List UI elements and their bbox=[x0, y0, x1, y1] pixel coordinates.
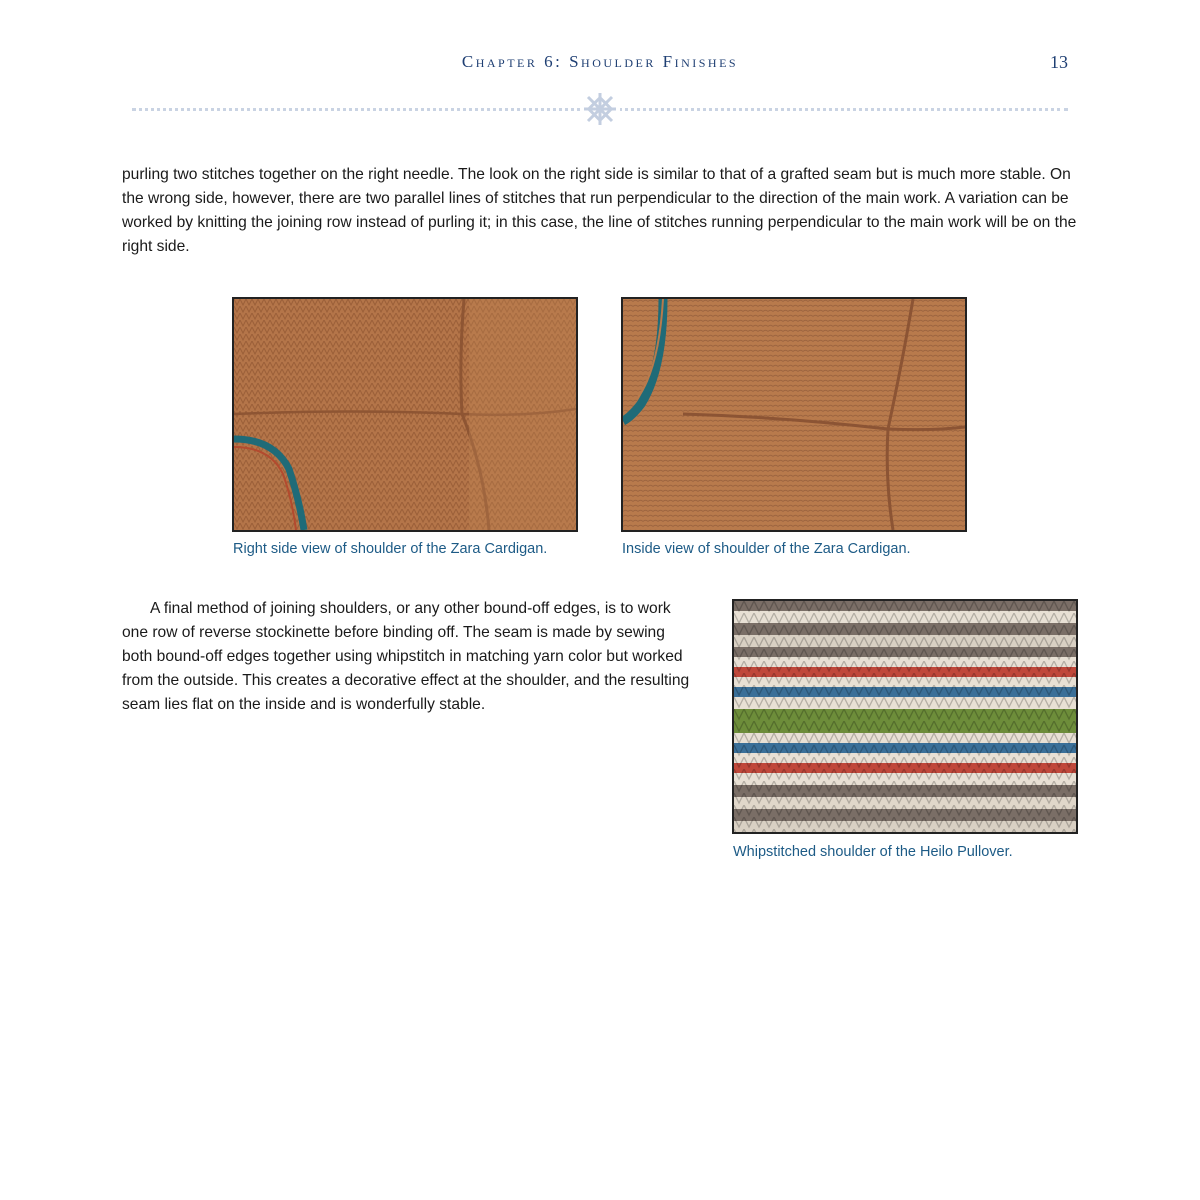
figure-caption-2: Inside view of shoulder of the Zara Cardigan. bbox=[622, 541, 911, 557]
body-paragraph-2: A final method of joining shoulders, or any other bound-off edges, is to work one row of reverse stockinette before binding off. The seam is made by sewing both bound-off edges together using whipstitch in matching yarn color but worked from the outside. This creates a decorative effect at the shoulder, and the resulting seam lies flat on the inside and is wonderfully stable. bbox=[122, 600, 690, 713]
zara-inside-photo bbox=[621, 297, 967, 532]
page-number: 13 bbox=[1050, 52, 1068, 72]
body-paragraph-1: purling two stitches together on the right needle. The look on the right side is similar to that of a grafted seam but is much more stable. On the wrong side, however, there are two parallel lines of stitches that run perpendicular to the direction of the main work. A variation can be worked by knitting the joining row instead of purling it; in this case, the line of stitches running perpendicular to the main work will be on the right side. bbox=[122, 166, 1077, 255]
snowflake-ornament-icon bbox=[580, 89, 620, 129]
chapter-title: Chapter 6: Shoulder Finishes bbox=[461, 52, 739, 71]
heilo-whipstitch-photo bbox=[732, 599, 1078, 834]
figure-caption-3: Whipstitched shoulder of the Heilo Pullover. bbox=[733, 844, 1013, 860]
figure-caption-1: Right side view of shoulder of the Zara Cardigan. bbox=[233, 541, 548, 557]
zara-right-side-photo bbox=[232, 297, 578, 532]
